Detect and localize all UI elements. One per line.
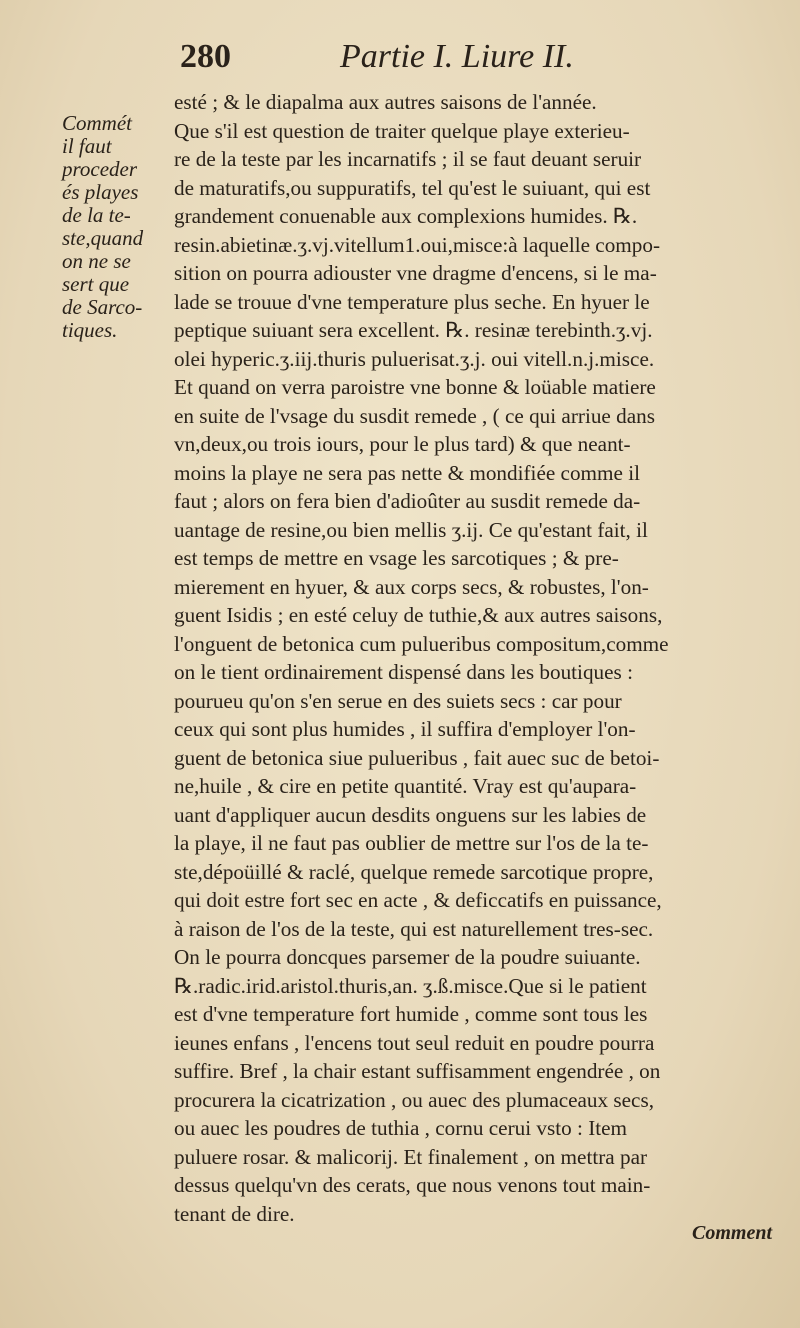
- text-line: est d'vne temperature fort humide , comme sont tous les: [174, 1002, 648, 1026]
- text-line: on le tient ordinairement dispensé dans les boutiques :: [174, 660, 633, 684]
- text-line: qui doit estre fort sec en acte , & deficcatifs en puissance,: [174, 888, 662, 912]
- text-line: resin.abietinæ.ʒ.vj.vitellum1.oui,misce:à laquelle compo-: [174, 232, 661, 257]
- text-line: est temps de mettre en vsage les sarcotiques ; & pre-: [174, 546, 619, 570]
- text-line: esté ; & le diapalma aux autres saisons de l'année.: [174, 90, 597, 114]
- text-line: de maturatifs,ou suppuratifs, tel qu'est le suiuant, qui est: [174, 175, 651, 200]
- text-line: pourueu qu'on s'en serue en des suiets secs : car pour: [174, 688, 622, 713]
- margin-note-line: on ne se: [62, 249, 131, 273]
- margin-note-line: ste,quand: [62, 226, 144, 250]
- text-line: puluere rosar. & malicorij. Et finalement , on mettra par: [174, 1144, 648, 1169]
- margin-note-line: proceder: [62, 157, 138, 181]
- margin-note-line: Commét: [62, 111, 132, 135]
- text-line: sition on pourra adiouster vne dragme d'encens, si le ma-: [174, 261, 657, 285]
- text-line: tenant de dire.: [174, 1201, 295, 1226]
- margin-note-line: de la te-: [62, 203, 131, 227]
- text-line: moins la playe ne sera pas nette & mondifiée comme il: [174, 460, 640, 485]
- text-line: ℞.radic.irid.aristol.thuris,an. ʒ.ß.misce.Que si le patient: [174, 973, 647, 998]
- text-line: On le pourra doncques parsemer de la poudre suiuante.: [174, 945, 641, 969]
- margin-note: [62, 112, 174, 342]
- text-line: ou auec les poudres de tuthia , cornu cerui vsto : Item: [174, 1116, 628, 1140]
- body-text: [174, 88, 788, 1228]
- text-line: olei hyperic.ʒ.iij.thuris puluerisat.ʒ.j. oui vitell.n.j.misce.: [174, 346, 655, 371]
- text-line: guent de betonica siue pulueribus , fait auec suc de betoi-: [174, 745, 660, 770]
- text-line: procurera la cicatrization , ou auec des plumaceaux secs,: [174, 1087, 655, 1112]
- text-line: à raison de l'os de la teste, qui est naturellement tres-sec.: [174, 916, 654, 941]
- text-line: uant d'appliquer aucun desdits onguens sur les labies de: [174, 802, 647, 827]
- text-line: guent Isidis ; en esté celuy de tuthie,& aux autres saisons,: [174, 603, 663, 627]
- text-line: uantage de resine,ou bien mellis ʒ.ij. Ce qu'estant fait, il: [174, 517, 648, 542]
- text-line: ieunes enfans , l'encens tout seul reduit en poudre pourra: [174, 1030, 655, 1055]
- margin-note-line: tiques.: [62, 318, 118, 342]
- text-line: dessus quelqu'vn des cerats, que nous venons tout main-: [174, 1173, 651, 1197]
- text-line: ste,dépoüillé & raclé, quelque remede sarcotique propre,: [174, 859, 654, 884]
- text-line: grandement conuenable aux complexions humides. ℞.: [174, 204, 638, 228]
- text-line: ne,huile , & cire en petite quantité. Vray est qu'aupara-: [174, 774, 637, 798]
- text-line: Que s'il est question de traiter quelque playe exterieu-: [174, 118, 630, 143]
- text-line: Et quand on verra paroistre vne bonne & loüable matiere: [174, 375, 656, 399]
- margin-note-line: il faut: [62, 134, 112, 158]
- text-line: vn,deux,ou trois iours, pour le plus tard) & que neant-: [174, 432, 631, 456]
- text-line: peptique suiuant sera excellent. ℞. resinæ terebinth.ʒ.vj.: [174, 318, 653, 342]
- text-line: lade se trouue d'vne temperature plus seche. En hyuer le: [174, 289, 650, 314]
- page-header: [180, 38, 640, 88]
- margin-note-line: de Sarco-: [62, 295, 143, 319]
- text-line: suffire. Bref , la chair estant suffisamment engendrée , on: [174, 1059, 661, 1083]
- page-number: 280: [180, 38, 231, 75]
- text-line: en suite de l'vsage du susdit remede , ( ce qui arriue dans: [174, 403, 655, 428]
- catchword: Comment: [691, 1222, 772, 1244]
- text-line: faut ; alors on fera bien d'adioûter au susdit remede da-: [174, 489, 641, 513]
- margin-note-line: és playes: [62, 180, 139, 204]
- text-line: la playe, il ne faut pas oublier de mettre sur l'os de la te-: [174, 831, 649, 855]
- margin-note-line: sert que: [62, 272, 130, 296]
- text-line: ceux qui sont plus humides , il suffira d'employer l'on-: [174, 717, 636, 741]
- text-line: re de la teste par les incarnatifs ; il se faut deuant seruir: [174, 147, 642, 171]
- running-title: Partie I. Liure II.: [340, 38, 574, 75]
- text-line: mierement en hyuer, & aux corps secs, & robustes, l'on-: [174, 574, 649, 599]
- text-line: l'onguent de betonica cum pulueribus compositum,comme: [174, 631, 669, 656]
